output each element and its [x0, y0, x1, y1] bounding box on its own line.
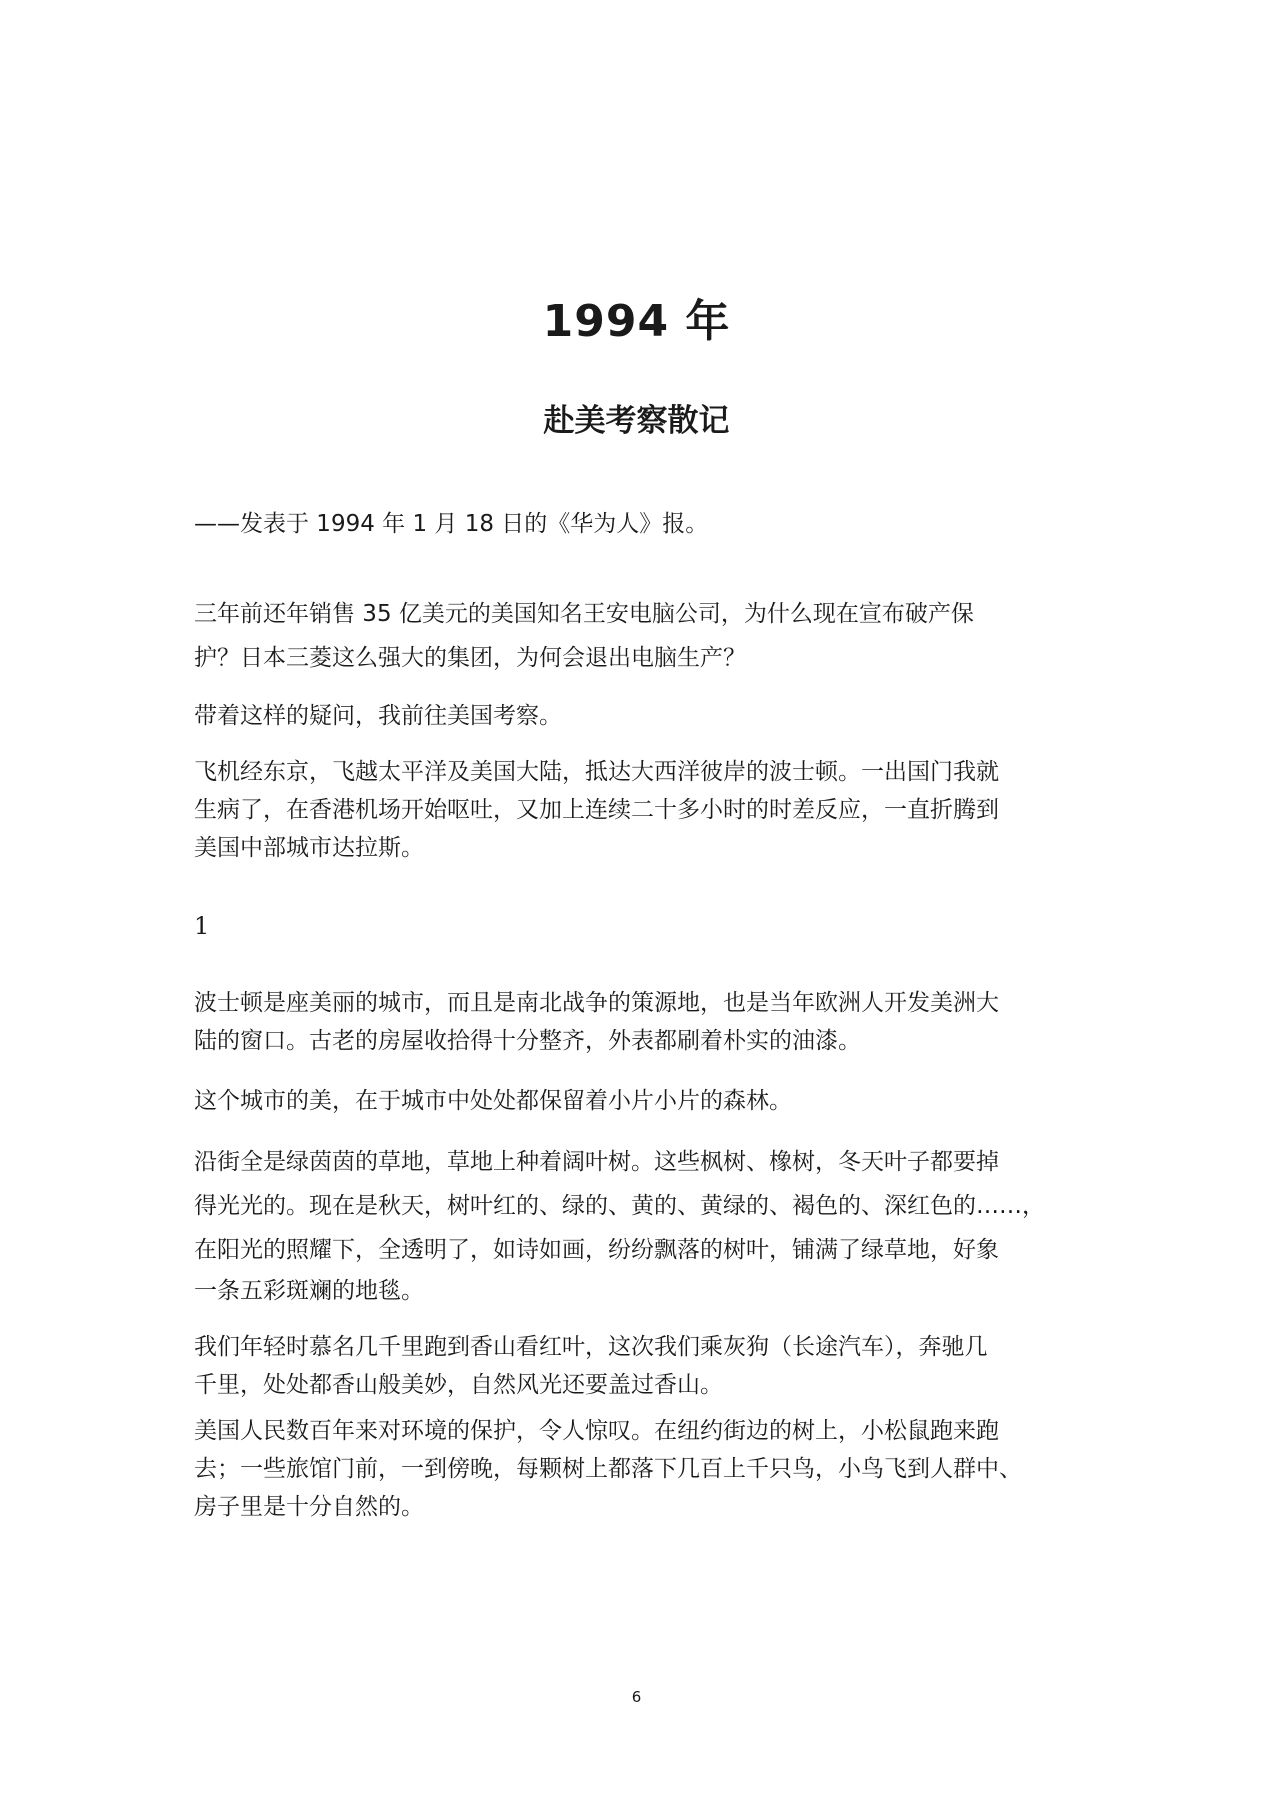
section-paragraph-1	[194, 984, 1094, 1060]
section-paragraph-2: 这个城市的美，在于城市中处处都保留着小片小片的森林。	[194, 1088, 792, 1114]
text-line: 护？日本三菱这么强大的集团，为何会退出电脑生产？	[194, 645, 746, 671]
section-paragraph-3	[194, 1140, 1094, 1310]
text-line: 一条五彩斑斓的地毯。	[194, 1278, 424, 1304]
text-line: 千里，处处都香山般美妙，自然风光还要盖过香山。	[194, 1372, 723, 1398]
text-line: 我们年轻时慕名几千里跑到香山看红叶，这次我们乘灰狗（长途汽车），奔驰几	[194, 1334, 988, 1360]
text-line: 生病了，在香港机场开始呕吐，又加上连续二十多小时的时差反应，一直折腾到	[194, 797, 999, 823]
intro-paragraph-1	[194, 592, 1094, 680]
intro-paragraph-3	[194, 753, 1094, 867]
text-line: 波士顿是座美丽的城市，而且是南北战争的策源地，也是当年欧洲人开发美洲大	[194, 990, 999, 1016]
text-line: 去；一些旅馆门前，一到傍晚，每颗树上都落下几百上千只鸟，小鸟飞到人群中、	[194, 1456, 1022, 1482]
byline: ——发表于 1994 年 1 月 18 日的《华为人》报。	[194, 511, 709, 537]
text-line: 美国人民数百年来对环境的保护，令人惊叹。在纽约街边的树上，小松鼠跑来跑	[194, 1418, 999, 1444]
text-line: 飞机经东京，飞越太平洋及美国大陆，抵达大西洋彼岸的波士顿。一出国门我就	[194, 759, 999, 785]
section-paragraph-4	[194, 1328, 1094, 1404]
text-line: 在阳光的照耀下，全透明了，如诗如画，纷纷飘落的树叶，铺满了绿草地，好象	[194, 1237, 999, 1263]
text-line: 房子里是十分自然的。	[194, 1494, 424, 1520]
intro-paragraph-2: 带着这样的疑问，我前往美国考察。	[194, 703, 562, 729]
text-line: 得光光的。现在是秋天，树叶红的、绿的、黄的、黄绿的、褐色的、深红色的……，	[194, 1193, 1045, 1219]
section-number: 1	[194, 912, 210, 940]
year-heading: 1994 年	[542, 296, 731, 347]
page-number: 6	[631, 1688, 642, 1706]
text-line: 沿街全是绿茵茵的草地，草地上种着阔叶树。这些枫树、橡树，冬天叶子都要掉	[194, 1149, 999, 1175]
text-line: 美国中部城市达拉斯。	[194, 835, 424, 861]
section-paragraph-5	[194, 1412, 1094, 1526]
text-line: 陆的窗口。古老的房屋收拾得十分整齐，外表都刷着朴实的油漆。	[194, 1028, 861, 1054]
text-line: 三年前还年销售 35 亿美元的美国知名王安电脑公司，为什么现在宣布破产保	[194, 601, 974, 627]
article-title: 赴美考察散记	[543, 403, 730, 439]
